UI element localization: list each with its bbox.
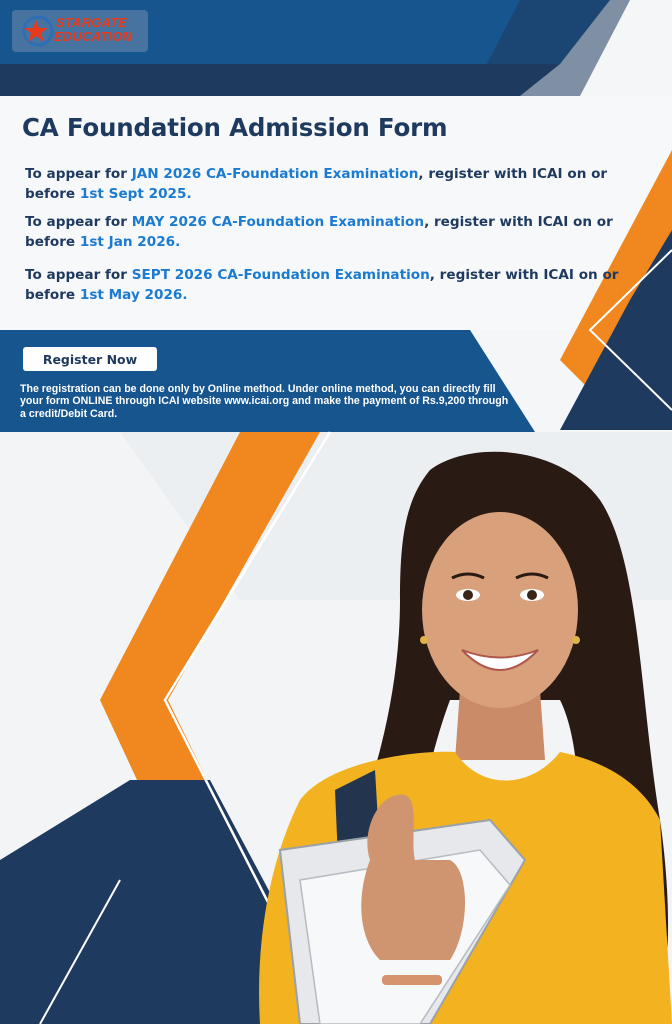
paragraph-lead: To appear for	[25, 166, 132, 182]
registration-note: The registration can be done only by Online method. Under online method, you can directly fill your form ONLINE through ICAI website www.icai.org and make the payment of Rs.9,200 through a credit/Debit Card.	[20, 383, 509, 420]
deadline-date: 1st Jan 2026.	[79, 234, 181, 250]
deadline-date: 1st Sept 2025.	[79, 186, 192, 202]
exam-paragraph-sept	[25, 265, 625, 305]
exam-name: SEPT 2026 CA-Foundation Examination	[131, 267, 430, 283]
paragraph-middle: , register with ICAI on or before	[25, 267, 619, 303]
paragraph-middle: , register with ICAI on or before	[25, 166, 608, 202]
page-title: CA Foundation Admission Form	[22, 113, 448, 142]
star-globe-icon	[20, 14, 58, 48]
brand-line-2: EDUCATION	[54, 29, 133, 44]
register-now-button[interactable]: Register Now	[23, 347, 157, 371]
exam-paragraph-may	[25, 212, 625, 252]
paragraph-lead: To appear for	[25, 267, 132, 283]
exam-name: MAY 2026 CA-Foundation Examination	[131, 214, 425, 230]
paragraph-middle: , register with ICAI on or before	[25, 214, 613, 250]
paragraph-lead: To appear for	[25, 214, 132, 230]
brand-logo[interactable]	[12, 10, 148, 52]
brand-line-1: STARGATE	[56, 15, 128, 30]
exam-name: JAN 2026 CA-Foundation Examination	[131, 166, 419, 182]
brand-name	[56, 16, 132, 44]
exam-paragraph-jan	[25, 164, 625, 204]
deadline-date: 1st May 2026.	[79, 287, 188, 303]
